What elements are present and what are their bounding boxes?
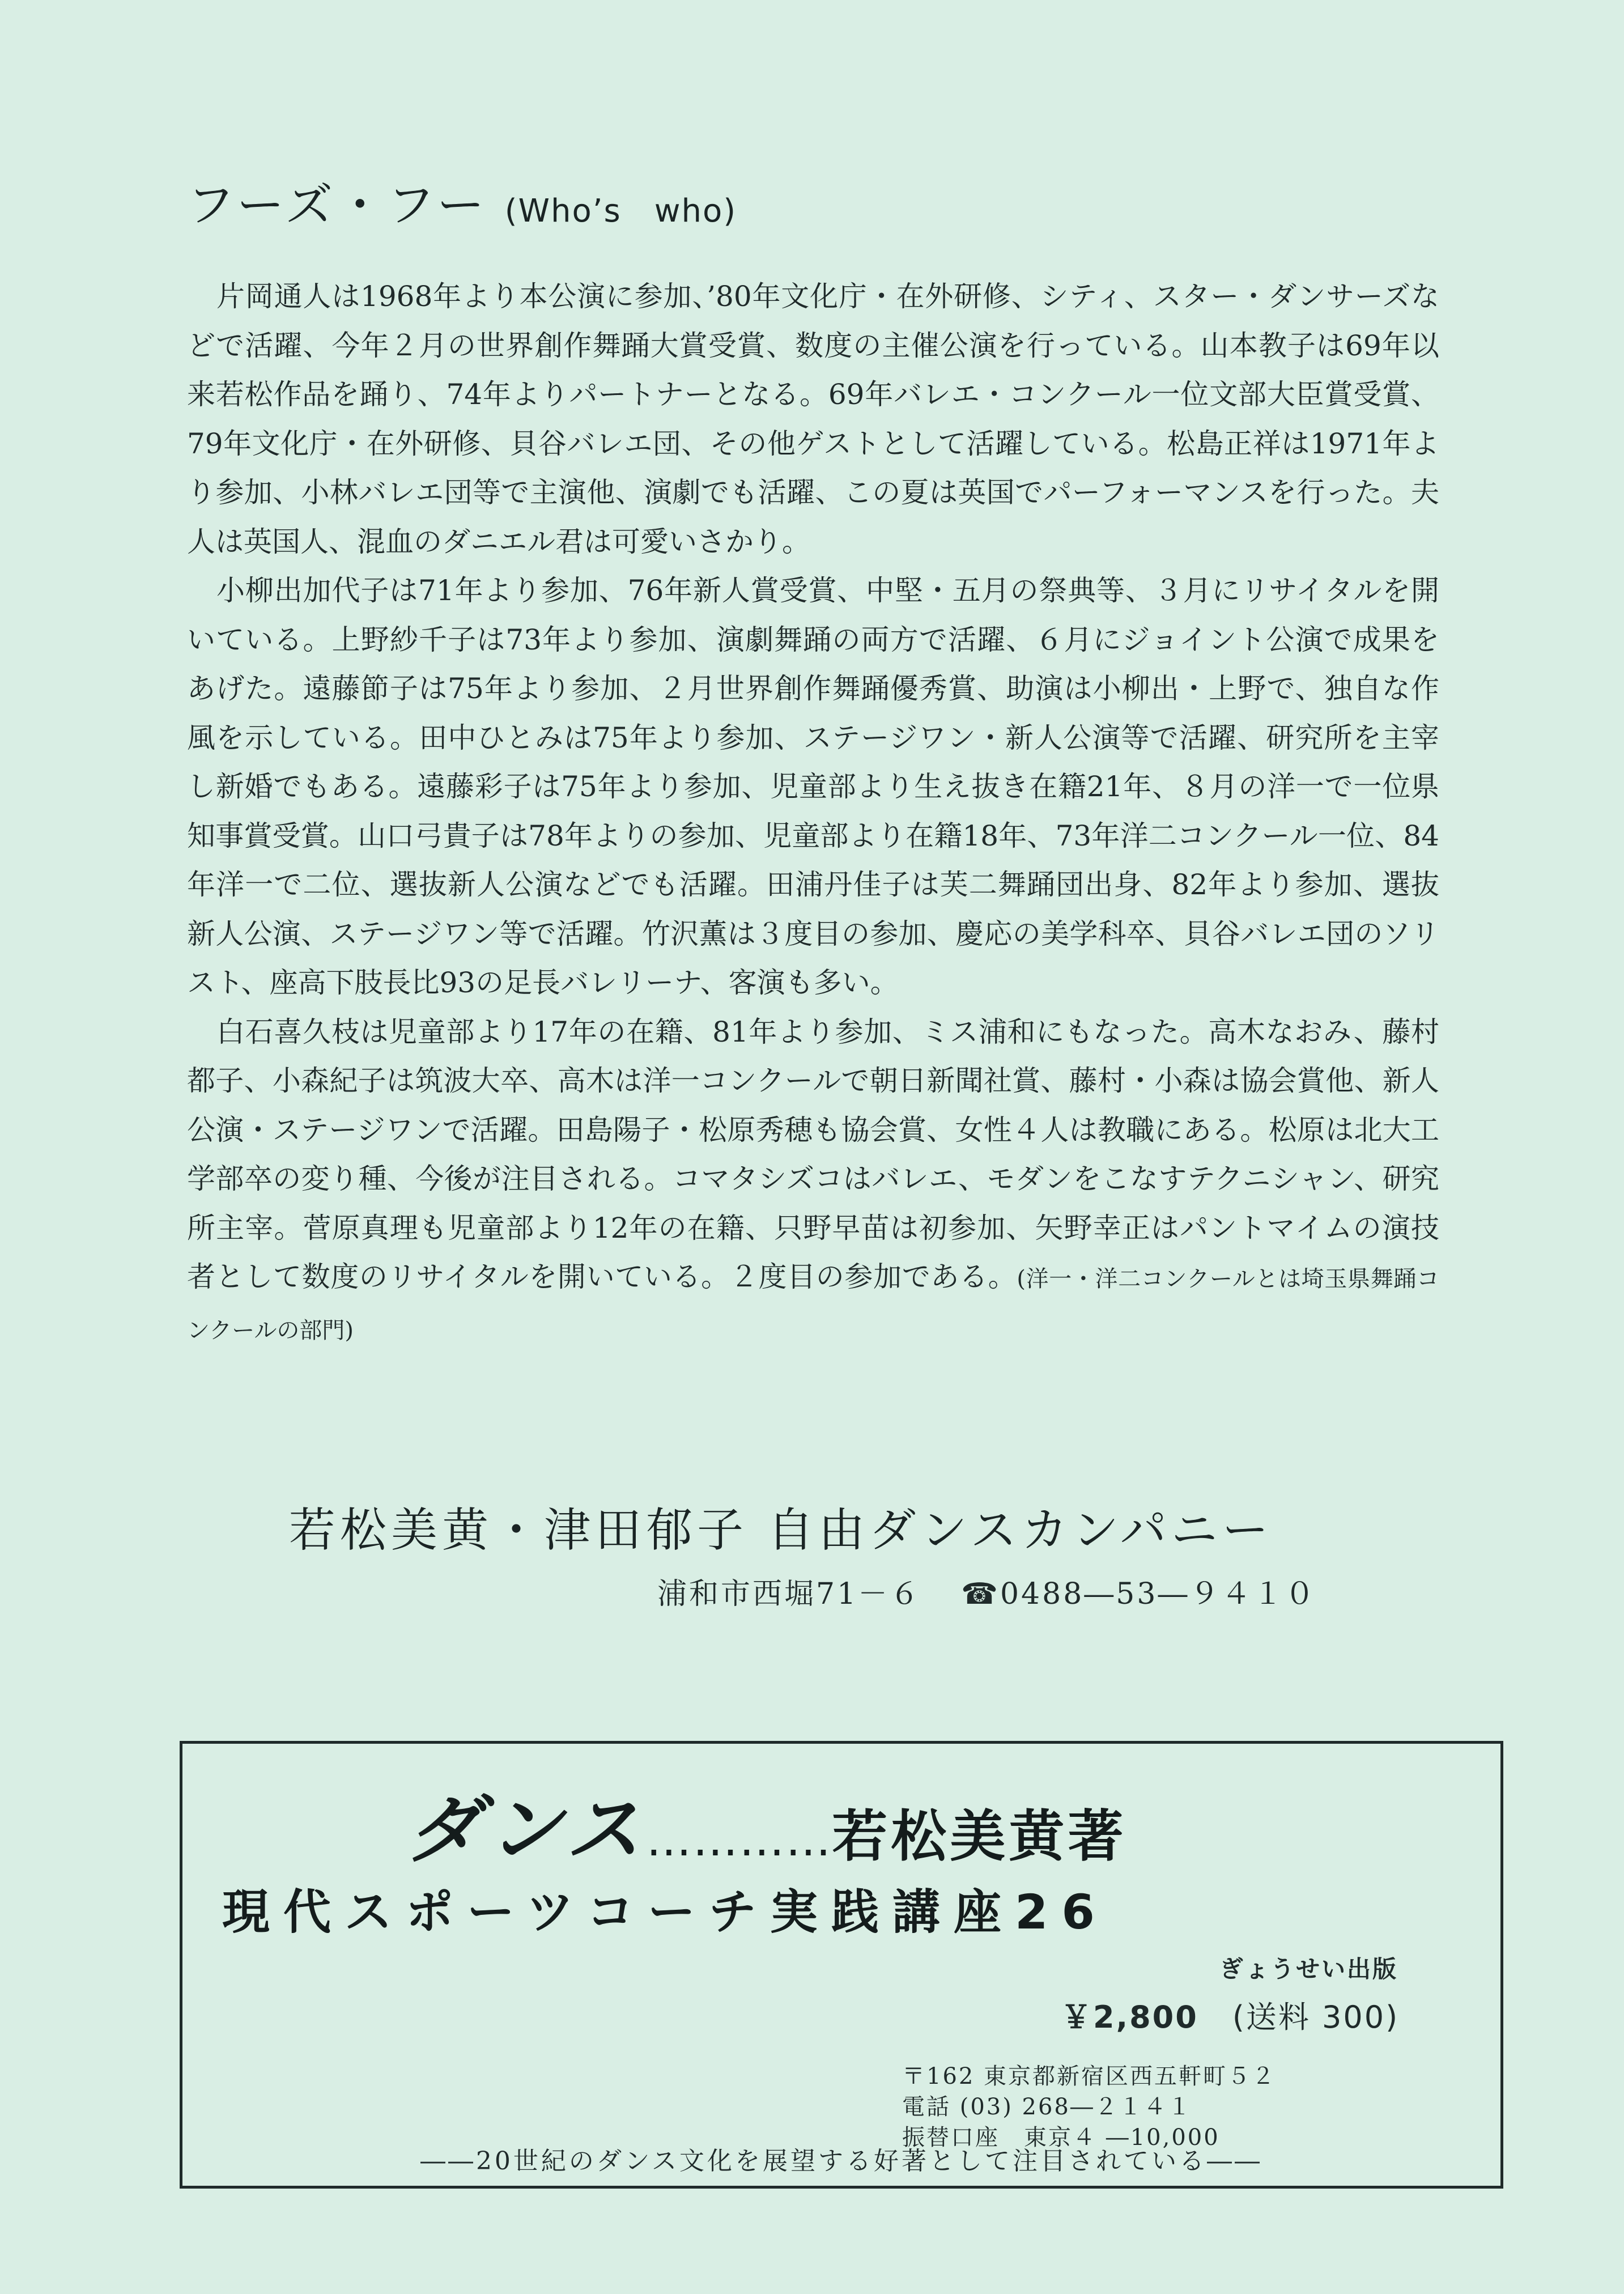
ad-transfer-account: 振替口座 東京４ ―10,000 [902,2125,1220,2151]
biography-text [187,272,1439,1355]
ad-series-title: 現代スポーツコーチ実践講座26 [222,1884,1108,1940]
company-address: 浦和市西堀71－６ [657,1577,922,1611]
ad-postage: (送料 300) [1232,1999,1400,2035]
ad-leader-dots: ………… [646,1813,832,1866]
ad-phone: 電話 (03) 268―２１４１ [902,2094,1192,2120]
ad-postal-address: 〒162 東京都新宿区西五軒町５２ [902,2063,1277,2089]
ad-contact-block [902,2061,1276,2153]
paragraph-3 [187,1008,1439,1356]
ad-author: 若松美黄著 [832,1804,1127,1869]
company-name: 若松美黄・津田郁子 自由ダンスカンパニー [289,1503,1273,1557]
book-advertisement [180,1741,1503,2189]
heading-title: フーズ・フー [187,177,488,233]
ad-book-title: ダンス [406,1786,647,1874]
paragraph-3-text: 白石喜久枝は児童部より17年の在籍、81年より参加、ミス浦和にもなった。高木なおみ、藤村都子、小森紀子は筑波大卒、高木は洋一コンクールで朝日新聞社賞、藤村・小森は協会賞他、新人公演・ステージワンで活躍。田島陽子・松原秀穂も協会賞、女性４人は教職にある。松原は北大工学部卒の変り種、今後が注目される。コマタシズコはバレエ、モダンをこなすテクニシャン、研究所主宰。菅原真理も児童部より12年の在籍、只野早苗は初参加、矢野幸正はパントマイムの演技者として数度のリサイタルを開いている。２度目の参加である。 [187,1015,1439,1293]
section-heading [187,167,737,236]
company-contact [657,1570,1316,1612]
paragraph-2: 小柳出加代子は71年より参加、76年新人賞受賞、中堅・五月の祭典等、３月にリサイタルを開いている。上野紗千子は73年より参加、演劇舞踊の両方で活躍、６月にジョイント公演で成果をあげた。遠藤節子は75年より参加、２月世界創作舞踊優秀賞、助演は小柳出・上野で、独自な作風を示している。田中ひとみは75年より参加、ステージワン・新人公演等で活躍、研究所を主宰し新婚でもある。遠藤彩子は75年より参加、児童部より生え抜き在籍21年、８月の洋一で一位県知事賞受賞。山口弓貴子は78年よりの参加、児童部より在籍18年、73年洋二コンクール一位、84年洋一で二位、選抜新人公演などでも活躍。田浦丹佳子は芙二舞踊団出身、82年より参加、選抜新人公演、ステージワン等で活躍。竹沢薫は３度目の参加、慶応の美学科卒、貝谷バレエ団のソリスト、座高下肢長比93の足長バレリーナ、客演も多い。 [187,574,1439,999]
heading-subtitle: (Who’s who) [504,193,737,230]
contest-note: (洋一・洋二コンクールとは埼玉県舞踊コンクールの部門) [187,1266,1439,1344]
company-phone: ☎0488―53―９４１０ [961,1577,1317,1611]
ad-price: ￥2,800 [1061,1999,1198,2035]
ad-price-line [1061,1993,1399,2037]
ad-tagline: ――20世紀のダンス文化を展望する好著として注目されている―― [420,2147,1263,2176]
ad-publisher: ぎょうせい出版 [1219,1955,1398,1983]
ad-title-line [406,1769,1126,1877]
paragraph-1: 片岡通人は1968年より本公演に参加、’80年文化庁・在外研修、シティ、スター・ダンサーズなどで活躍、今年２月の世界創作舞踊大賞受賞、数度の主催公演を行っている。山本教子は69年以来若松作品を踊り、74年よりパートナーとなる。69年バレエ・コンクール一位文部大臣賞受賞、79年文化庁・在外研修、貝谷バレエ団、その他ゲストとして活躍している。松島正祥は1971年より参加、小林バレエ団等で主演他、演劇でも活躍、この夏は英国でパーフォーマンスを行った。夫人は英国人、混血のダニエル君は可愛いさかり。 [187,280,1439,558]
